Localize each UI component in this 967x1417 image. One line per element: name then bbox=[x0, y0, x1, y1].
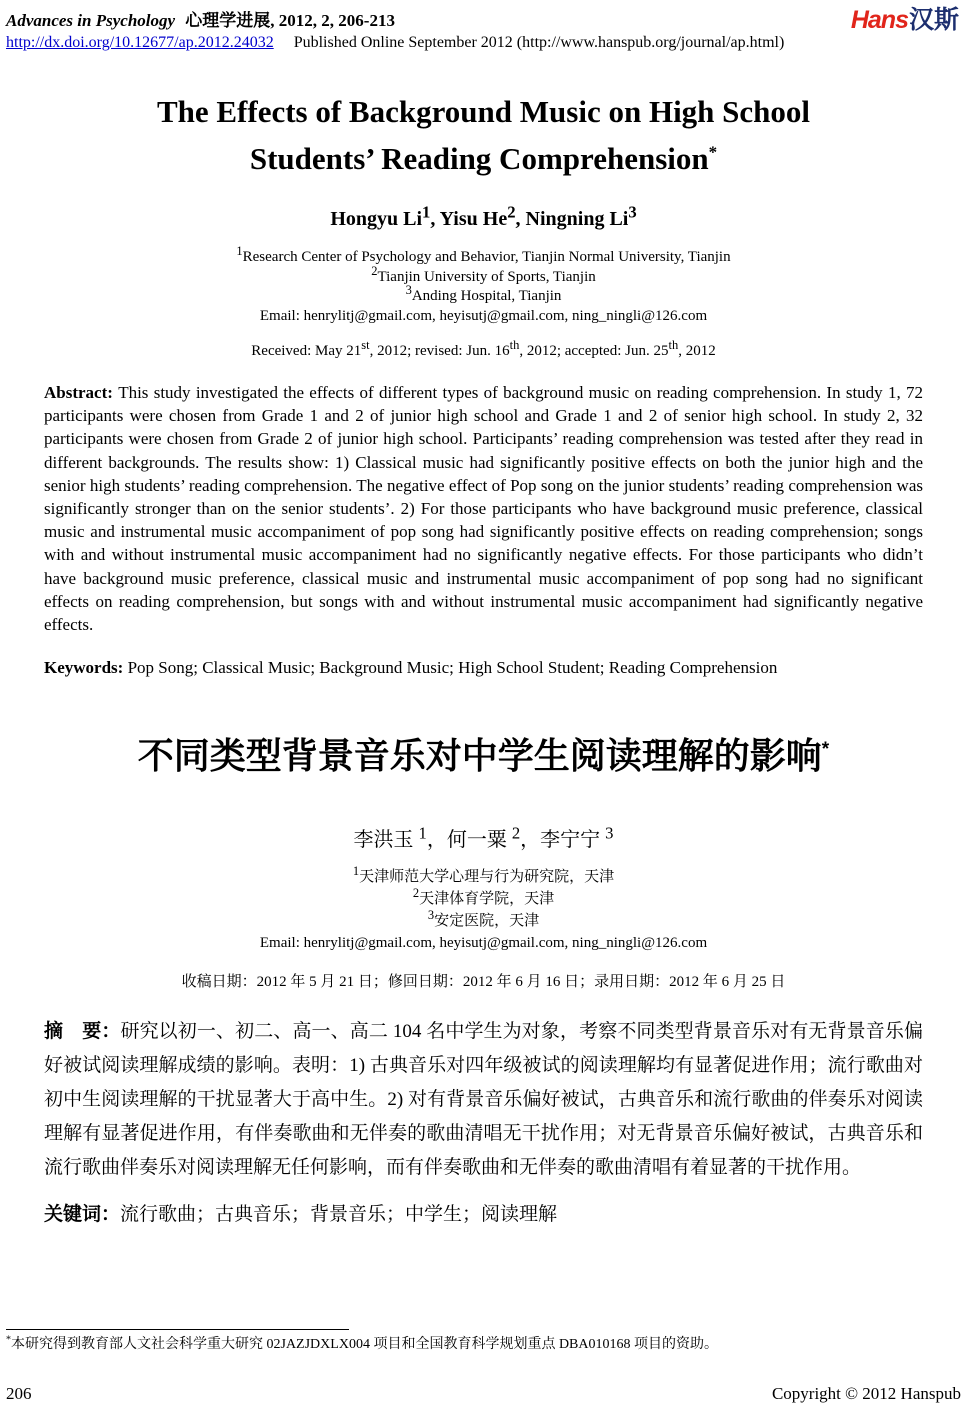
affiliation-text: Research Center of Psychology and Behavior, Tianjin Normal University, Tianjin bbox=[242, 249, 731, 265]
author-affiliation-mark: 2 bbox=[507, 202, 516, 222]
funding-footnote bbox=[6, 1329, 961, 1353]
author-name: , Yisu He bbox=[430, 208, 508, 230]
article-title-line1: The Effects of Background Music on High School bbox=[156, 94, 811, 129]
author-affiliation-mark: 2 bbox=[511, 823, 521, 843]
copyright-notice: Copyright © 2012 Hanspub bbox=[771, 1384, 961, 1403]
author-name: , Ningning Li bbox=[515, 208, 629, 230]
affiliation-line bbox=[0, 263, 967, 288]
author-name: ，李宁宁 bbox=[520, 829, 606, 852]
keywords-text: 流行歌曲；古典音乐；背景音乐；中学生；阅读理解 bbox=[120, 1204, 558, 1226]
affiliations-english bbox=[0, 244, 967, 326]
affiliation-mark: 1 bbox=[352, 864, 360, 879]
abstract-english bbox=[44, 381, 923, 636]
journal-citation-line bbox=[6, 6, 784, 31]
journal-header bbox=[0, 0, 967, 52]
keywords-text: Pop Song; Classical Music; Background Music; High School Student; Reading Comprehension bbox=[127, 658, 778, 678]
article-title-english bbox=[0, 88, 967, 182]
received-dates-chinese: 收稿日期：2012 年 5 月 21 日；修回日期：2012 年 6 月 16 日；录用日期：2012 年 6 月 25 日 bbox=[181, 974, 786, 991]
page-number: 206 bbox=[6, 1384, 32, 1403]
ordinal-suffix: st bbox=[361, 338, 370, 352]
abstract-label: Abstract: bbox=[44, 383, 119, 402]
author-affiliation-mark: 3 bbox=[605, 823, 614, 843]
footnote-mark: * bbox=[6, 1334, 11, 1346]
received-dates-english bbox=[0, 338, 967, 360]
footnote-separator-rule bbox=[6, 1329, 349, 1330]
received-text: , 2012; accepted: Jun. 25 bbox=[519, 343, 669, 359]
affiliation-line bbox=[0, 244, 967, 268]
doi-published-line bbox=[6, 34, 784, 52]
email-line: Email: henrylitj@gmail.com, heyisutj@gmail.com, ning_ningli@126.com bbox=[259, 935, 708, 952]
journal-name-chinese-volume: 心理学进展, 2012, 2, 206-213 bbox=[185, 11, 395, 30]
affiliation-line bbox=[0, 888, 967, 910]
affiliation-text: Tianjin University of Sports, Tianjin bbox=[377, 268, 596, 285]
title-footnote-mark: * bbox=[708, 142, 718, 162]
ordinal-suffix: th bbox=[509, 338, 520, 352]
hans-logo-chinese: 汉斯 bbox=[908, 6, 959, 34]
received-text: , 2012 bbox=[678, 343, 716, 359]
title-footnote-mark: * bbox=[821, 739, 830, 761]
published-online-text: Published Online September 2012 (http://www.hanspub.org/journal/ap.html) bbox=[293, 34, 785, 51]
article-title-chinese bbox=[0, 728, 967, 779]
keywords-label: Keywords: bbox=[44, 658, 128, 678]
article-title-line2: Students’ Reading Comprehension bbox=[249, 141, 709, 176]
hans-logo-english: Hans bbox=[850, 6, 908, 34]
affiliation-text: Anding Hospital, Tianjin bbox=[411, 288, 562, 304]
received-text: , 2012; revised: Jun. 16 bbox=[369, 343, 510, 359]
affiliation-mark: 3 bbox=[405, 283, 412, 297]
author-affiliation-mark: 1 bbox=[422, 202, 431, 222]
affiliations-chinese bbox=[0, 866, 967, 954]
affiliation-mark: 2 bbox=[371, 263, 378, 278]
author-affiliation-mark: 3 bbox=[628, 202, 637, 222]
abstract-chinese bbox=[44, 1015, 923, 1185]
email-line: Email: henrylitj@gmail.com, heyisutj@gmail.com, ning_ningli@126.com bbox=[259, 307, 708, 324]
authors-line-english bbox=[0, 202, 967, 231]
doi-link[interactable]: http://dx.doi.org/10.12677/ap.2012.24032 bbox=[6, 34, 274, 51]
abstract-text: 研究以初一、初二、高一、高二 104 名中学生为对象，考察不同类型背景音乐对有无背景音乐偏好被试阅读理解成绩的影响。表明：1) 古典音乐对四年级被试的阅读理解均有显著促进作用；流行歌曲对初中生阅读理解的干扰显著大于高中生。2) 对有背景音乐偏好被试，古典音乐和流行歌曲的伴奏乐对阅读理解有显著促进作用，有伴奏歌曲和无伴奏的歌曲清唱无干扰作用；对无背景音乐偏好被试，古典音乐和流行歌曲伴奏乐对阅读理解无任何影响，而有伴奏歌曲和无伴奏的歌曲清唱有着显著的干扰作用。 bbox=[44, 1021, 923, 1179]
journal-header-left bbox=[6, 6, 784, 52]
affiliation-text: 天津师范大学心理与行为研究院，天津 bbox=[359, 869, 615, 886]
article-title-chinese-text: 不同类型背景音乐对中学生阅读理解的影响 bbox=[137, 735, 822, 777]
hans-publisher-logo bbox=[851, 6, 959, 33]
affiliation-line bbox=[0, 866, 967, 888]
keywords-chinese bbox=[44, 1199, 923, 1226]
affiliation-mark: 2 bbox=[412, 886, 420, 901]
authors-line-chinese bbox=[0, 823, 967, 852]
page-footer bbox=[6, 1384, 961, 1404]
author-name: ，何一粟 bbox=[426, 829, 512, 852]
affiliation-mark: 3 bbox=[427, 908, 435, 923]
keywords-english bbox=[44, 658, 923, 678]
received-text: Received: May 21 bbox=[251, 343, 362, 359]
abstract-text: This study investigated the effects of different types of background music on reading comprehension. In study 1, 72 participants were chosen from Grade 1 and 2 of junior high school and Grade 1 and 2 of senior high school. In study 2, 32 participants were chosen from Grade 2 of junior high school. Participants’ reading comprehension was tested after they read in different backgrounds. The results show: 1) Classical music had significantly positive effects on both the junior high and the senior high students’ reading comprehension. The negative effect of Pop song on the junior students’ reading comprehension was significantly stronger than on the senior students’. 2) For those participants who have background music preference, classical music and instrumental music accompaniment of pop song had significantly positive effects on reading comprehension; songs with and without instrumental music accompaniment had no significantly negative effects. For those participants who didn’t have background music preference, classical music and instrumental music accompaniment of pop song had no significant effects on reading comprehension, but songs with and without instrumental music accompaniment had significantly negative effects. bbox=[44, 383, 923, 635]
affiliation-mark: 1 bbox=[236, 244, 243, 258]
author-affiliation-mark: 1 bbox=[418, 823, 427, 843]
affiliation-text: 安定医院，天津 bbox=[434, 913, 540, 930]
abstract-label: 摘 要： bbox=[44, 1021, 121, 1043]
ordinal-suffix: th bbox=[668, 338, 679, 352]
keywords-label: 关键词： bbox=[44, 1204, 121, 1226]
author-name: Hongyu Li bbox=[330, 208, 423, 230]
affiliation-line bbox=[0, 283, 967, 307]
footnote-text: 本研究得到教育部人文社会科学重大研究 02JAZJDXLX004 项目和全国教育科学规划重点 DBA010168 项目的资助。 bbox=[11, 1337, 718, 1352]
affiliation-line bbox=[0, 910, 967, 932]
author-name: 李洪玉 bbox=[353, 829, 419, 852]
affiliation-text: 天津体育学院，天津 bbox=[419, 891, 555, 908]
journal-name-english: Advances in Psychology bbox=[6, 11, 176, 30]
